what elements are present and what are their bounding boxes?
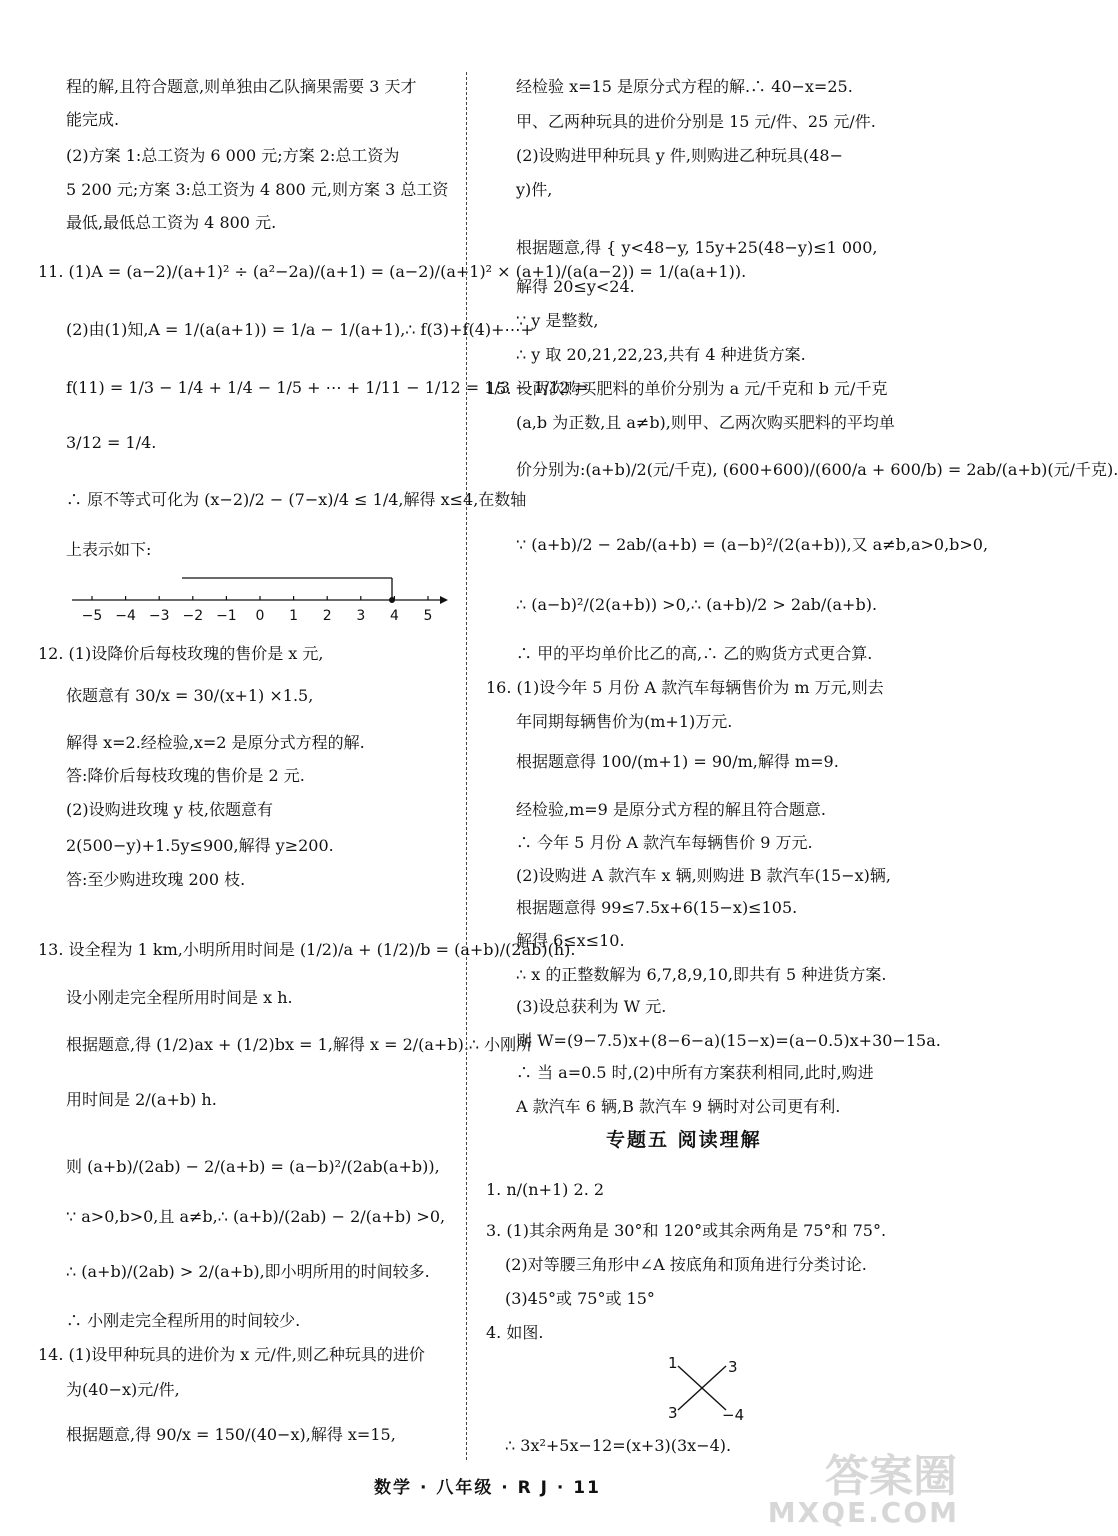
text-line: 2(500−y)+1.5y≤900,解得 y≥200.: [66, 836, 334, 855]
problem-11-line: 11. (1)A = (a−2)/(a+1)² ÷ (a²−2a)/(a+1) = (a−2)/(a+1)² × (a+1)/(a(a−2)) = 1/(a(a+1)).: [38, 262, 747, 281]
text-line: ∴ y 取 20,21,22,23,共有 4 种进货方案.: [516, 345, 806, 364]
text-line: 根据题意得 99≤7.5x+6(15−x)≤105.: [516, 898, 798, 917]
text-line: A 款汽车 6 辆,B 款汽车 9 辆时对公司更有利.: [516, 1097, 841, 1116]
number-line-tick-label: −2: [182, 608, 204, 624]
number-line-tick-label: −1: [216, 608, 237, 624]
text-line: (2)设购进玫瑰 y 枝,依题意有: [66, 800, 273, 819]
text-line: 则 W=(9−7.5)x+(8−6−a)(15−x)=(a−0.5)x+30−15a.: [516, 1031, 941, 1050]
text-line: ∵ y 是整数,: [516, 311, 599, 330]
text-line: 4. 如图.: [486, 1323, 544, 1342]
text-line: 经检验,m=9 是原分式方程的解且符合题意.: [516, 800, 827, 819]
text-line: ∴ x 的正整数解为 6,7,8,9,10,即共有 5 种进货方案.: [516, 965, 887, 984]
text-line: (2)方案 1:总工资为 6 000 元;方案 2:总工资为: [66, 146, 400, 165]
text-line: 用时间是 2/(a+b) h.: [66, 1090, 217, 1109]
cross-label-bottom-left: 3: [668, 1404, 678, 1422]
number-line: [70, 568, 450, 630]
text-line: (2)对等腰三角形中∠A 按底角和顶角进行分类讨论.: [505, 1255, 867, 1274]
text-line: 甲、乙两种玩具的进价分别是 15 元/件、25 元/件.: [516, 112, 876, 131]
text-line: 答:至少购进玫瑰 200 枝.: [66, 870, 246, 889]
column-divider: [466, 72, 467, 1460]
text-line: 解得 x=2.经检验,x=2 是原分式方程的解.: [66, 733, 365, 752]
text-line: ∴ 3x²+5x−12=(x+3)(3x−4).: [505, 1436, 732, 1455]
text-line: 根据题意得 100/(m+1) = 90/m,解得 m=9.: [516, 752, 839, 771]
text-line: 根据题意,得 { y<48−y, 15y+25(48−y)≤1 000,: [516, 238, 878, 257]
problem-12-line: 12. (1)设降价后每枝玫瑰的售价是 x 元,: [38, 644, 324, 663]
text-line: f(11) = 1/3 − 1/4 + 1/4 − 1/5 + ⋯ + 1/11 − 1/12 = 1/3 − 1/12 =: [66, 378, 588, 397]
text-line: 答:降价后每枝玫瑰的售价是 2 元.: [66, 766, 305, 785]
problem-16-line: 16. (1)设今年 5 月份 A 款汽车每辆售价为 m 万元,则去: [486, 678, 884, 697]
text-line: (2)设购进 A 款汽车 x 辆,则购进 B 款汽车(15−x)辆,: [516, 866, 891, 885]
text-line: ∵ (a+b)/2 − 2ab/(a+b) = (a−b)²/(2(a+b)),又 a≠b,a>0,b>0,: [516, 535, 989, 554]
text-line: ∴ 当 a=0.5 时,(2)中所有方案获利相同,此时,购进: [516, 1063, 874, 1082]
text-line: 设小刚走完全程所用时间是 x h.: [66, 988, 293, 1007]
text-line: 解得 20≤y<24.: [516, 277, 635, 296]
problem-13-line: 13. 设全程为 1 km,小明所用时间是 (1/2)/a + (1/2)/b = (a+b)/(2ab)(h).: [38, 940, 576, 959]
number-line-tick-label: 1: [289, 608, 299, 624]
text-line: 3. (1)其余两角是 30°和 120°或其余两角是 75°和 75°.: [486, 1221, 887, 1240]
cross-label-top-right: 3: [728, 1358, 738, 1376]
cross-multiplication-diagram: [660, 1352, 750, 1430]
cross-label-top-left: 1: [668, 1354, 678, 1372]
text-line: (3)设总获利为 W 元.: [516, 997, 667, 1016]
text-line: ∴ 小刚走完全程所用的时间较少.: [66, 1311, 301, 1330]
text-line: 经检验 x=15 是原分式方程的解.∴ 40−x=25.: [516, 77, 853, 96]
number-line-tick-label: −4: [115, 608, 136, 624]
text-line: 根据题意,得 90/x = 150/(40−x),解得 x=15,: [66, 1425, 396, 1444]
text-line: ∴ (a+b)/(2ab) > 2/(a+b),即小明所用的时间较多.: [66, 1262, 430, 1281]
text-line: (a,b 为正数,且 a≠b),则甲、乙两次购买肥料的平均单: [516, 413, 895, 432]
number-line-tick-label: 5: [423, 608, 433, 624]
text-line: (3)45°或 75°或 15°: [505, 1289, 655, 1308]
text-line: 根据题意,得 (1/2)ax + (1/2)bx = 1,解得 x = 2/(a+b).∴ 小刚所: [66, 1035, 533, 1054]
text-line: 上表示如下:: [66, 540, 152, 559]
text-line: 能完成.: [66, 110, 120, 129]
text-line: (2)设购进甲种玩具 y 件,则购进乙种玩具(48−: [516, 146, 843, 165]
text-line: 价分别为:(a+b)/2(元/千克), (600+600)/(600/a + 600/b) = 2ab/(a+b)(元/千克).: [516, 460, 1118, 479]
text-line: ∵ a>0,b>0,且 a≠b,∴ (a+b)/(2ab) − 2/(a+b) >0,: [66, 1207, 446, 1226]
text-line: y)件,: [516, 180, 553, 199]
text-line: (2)由(1)知,A = 1/(a(a+1)) = 1/a − 1/(a+1),∴ f(3)+f(4)+⋯+: [66, 320, 534, 339]
text-line: 5 200 元;方案 3:总工资为 4 800 元,则方案 3 总工资: [66, 180, 449, 199]
section-heading: 专题五 阅读理解: [606, 1129, 762, 1151]
text-line: ∴ 甲的平均单价比乙的高,∴ 乙的购货方式更合算.: [516, 644, 873, 663]
number-line-tick-label: 2: [322, 608, 332, 624]
text-line: 则 (a+b)/(2ab) − 2/(a+b) = (a−b)²/(2ab(a+b)),: [66, 1157, 440, 1176]
text-line: 解得 6≤x≤10.: [516, 931, 625, 950]
text-line: 3/12 = 1/4.: [66, 433, 157, 452]
problem-15-line: 15. 设两次购买肥料的单价分别为 a 元/千克和 b 元/千克: [486, 379, 888, 398]
number-line-tick-label: −5: [81, 608, 103, 624]
cross-label-bottom-right: −4: [722, 1406, 745, 1424]
watermark-logo: 答案圈 MXQE.COM: [767, 1451, 959, 1529]
number-line-tick-label: 3: [356, 608, 366, 624]
problem-14-line: 14. (1)设甲种玩具的进价为 x 元/件,则乙种玩具的进价: [38, 1345, 425, 1364]
text-line: ∴ 原不等式可化为 (x−2)/2 − (7−x)/4 ≤ 1/4,解得 x≤4,在数轴: [66, 490, 527, 509]
text-line: 依题意有 30/x = 30/(x+1) ×1.5,: [66, 686, 314, 705]
text-line: 年同期每辆售价为(m+1)万元.: [516, 712, 733, 731]
text-line: ∴ (a−b)²/(2(a+b)) >0,∴ (a+b)/2 > 2ab/(a+b).: [516, 595, 878, 614]
number-line-tick-label: 0: [255, 608, 265, 624]
text-line: 为(40−x)元/件,: [66, 1380, 180, 1399]
text-line: 程的解,且符合题意,则单独由乙队摘果需要 3 天才: [66, 77, 417, 96]
number-line-tick-label: −3: [148, 608, 170, 624]
text-line: 最低,最低总工资为 4 800 元.: [66, 213, 277, 232]
number-line-tick-label: 4: [389, 608, 399, 624]
text-line: ∴ 今年 5 月份 A 款汽车每辆售价 9 万元.: [516, 833, 813, 852]
text-line: 1. n/(n+1) 2. 2: [486, 1180, 605, 1199]
page-footer: 数学 · 八年级 · R J · 11: [374, 1478, 601, 1498]
